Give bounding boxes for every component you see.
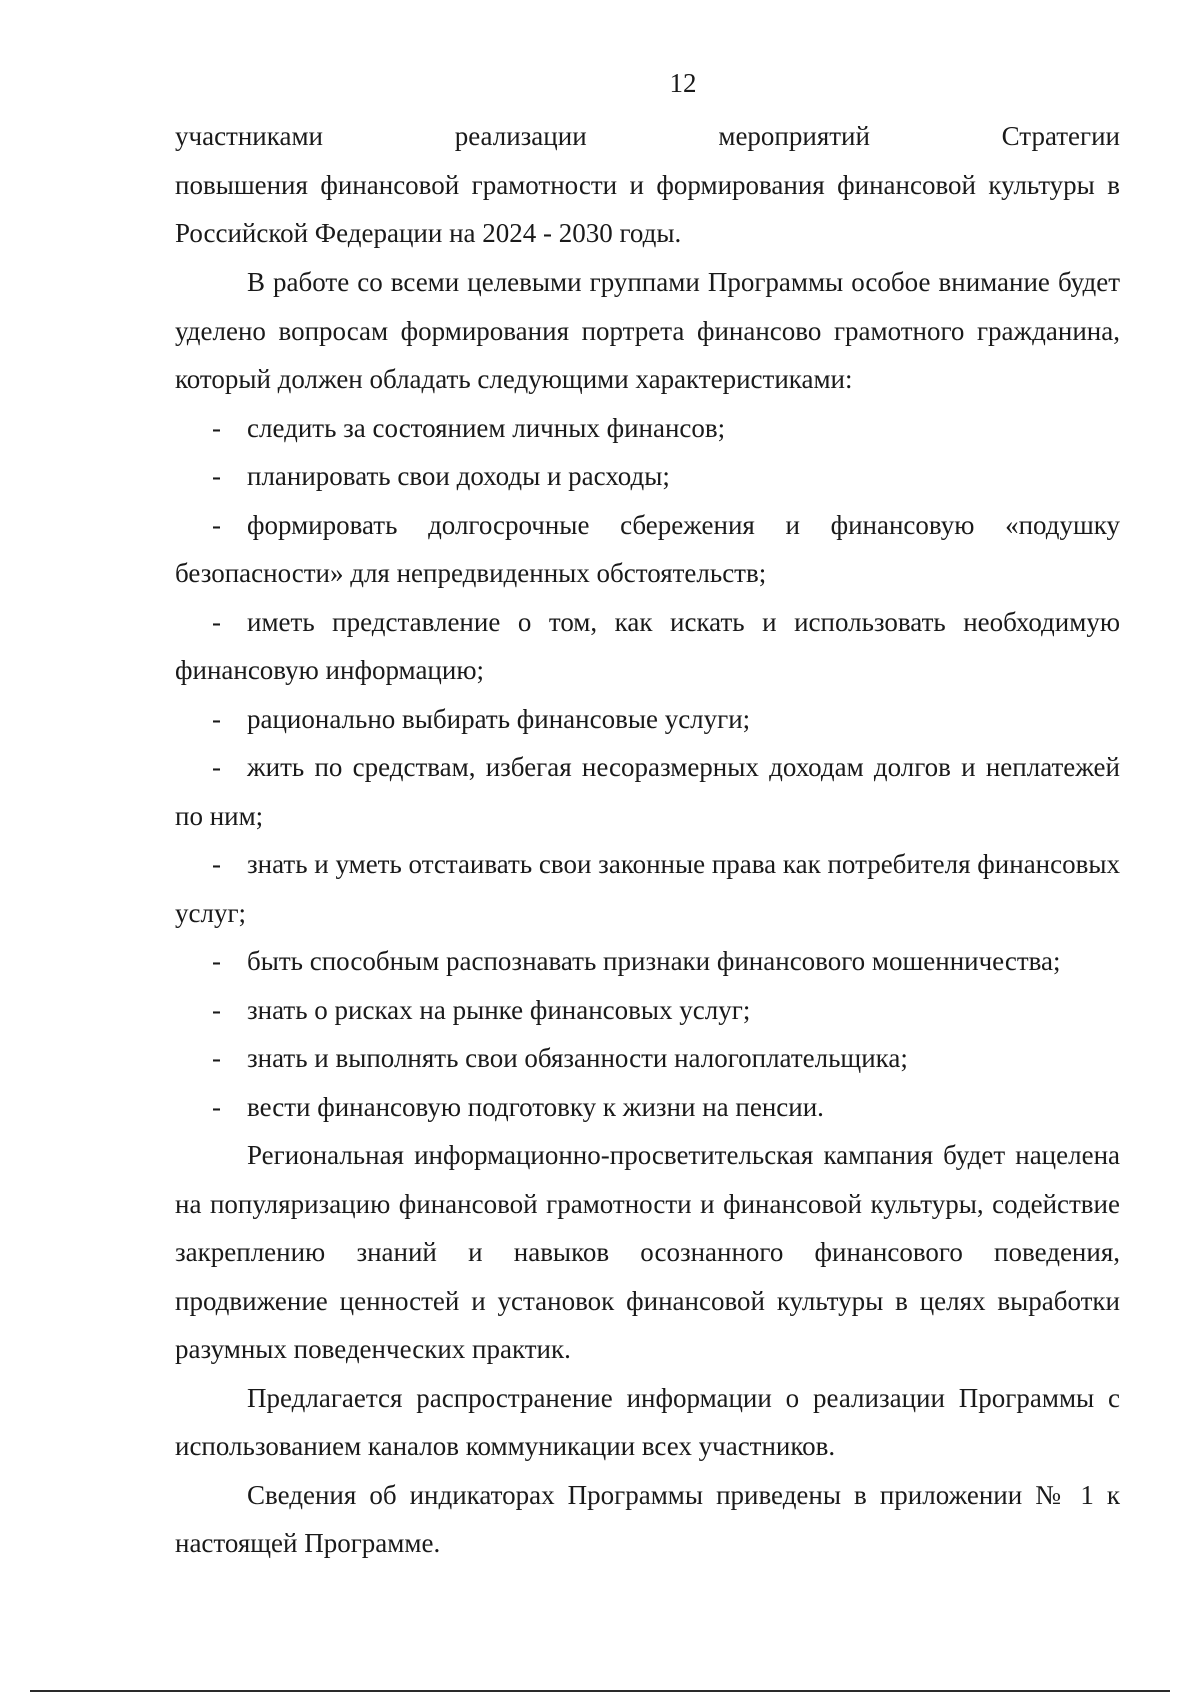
list-item-text: формировать долгосрочные сбережения и финансовую «подушку безопасности» для непредвиденных обстоятельств; (175, 509, 1120, 588)
dash-marker: - (212, 946, 221, 976)
list-item (175, 404, 1120, 453)
list-item-text: планировать свои доходы и расходы; (247, 461, 670, 491)
intro-word: мероприятий (718, 121, 870, 151)
intro-word: участниками (175, 121, 323, 151)
characteristics-list (175, 404, 1120, 1132)
dash-marker: - (212, 752, 221, 782)
footer-divider (30, 1690, 1170, 1692)
dash-marker: - (212, 461, 221, 491)
intro-paragraph-rest: повышения финансовой грамотности и формирования финансовой культуры в Российской Федерации на 2024 - 2030 годы. (175, 169, 1120, 248)
list-item (175, 501, 1120, 598)
dash-marker: - (212, 606, 221, 637)
list-item (175, 840, 1120, 937)
page-number: 12 (669, 68, 697, 98)
list-item (175, 1083, 1120, 1132)
list-item-text: знать и уметь отстаивать свои законные права как потребителя финансовых услуг; (175, 849, 1120, 928)
document-body (175, 112, 1120, 1568)
list-item (175, 743, 1120, 840)
list-item-text: жить по средствам, избегая несоразмерных доходам долгов и неплатежей по ним; (175, 752, 1120, 831)
list-item-text: знать о рисках на рынке финансовых услуг; (247, 994, 751, 1025)
list-item (175, 1034, 1120, 1083)
dash-marker: - (212, 1091, 221, 1122)
dash-marker: - (212, 509, 221, 540)
list-item-text: рационально выбирать финансовые услуги; (247, 703, 751, 734)
intro-first-line (175, 112, 1120, 161)
dash-marker: - (212, 849, 221, 879)
list-item-text: следить за состоянием личных финансов; (247, 412, 726, 443)
dissemination-paragraph: Предлагается распространение информации о реализации Программы с использованием каналов коммуникации всех участников. (175, 1382, 1120, 1461)
dash-marker: - (212, 1043, 221, 1073)
dash-marker: - (212, 994, 221, 1025)
dash-marker: - (212, 412, 221, 443)
list-item (175, 452, 1120, 501)
list-item-text: вести финансовую подготовку к жизни на пенсии. (247, 1091, 824, 1122)
indicators-paragraph: Сведения об индикаторах Программы приведены в приложении № 1 к настоящей Программе. (175, 1479, 1120, 1558)
dash-marker: - (212, 703, 221, 734)
campaign-paragraph: Региональная информационно-просветительская кампания будет нацелена на популяризацию финансовой грамотности и финансовой культуры, содействие закреплению знаний и навыков осознанного финансового поведения, продвижение ценностей и установок финансовой культуры в целях выработки разумных поведенческих практик. (175, 1140, 1120, 1364)
list-item (175, 937, 1120, 986)
intro-word: Стратегии (1001, 121, 1120, 151)
list-item-text: быть способным распознавать признаки финансового мошенничества; (247, 946, 1061, 976)
list-item (175, 695, 1120, 744)
portrait-paragraph: В работе со всеми целевыми группами Программы особое внимание будет уделено вопросам формирования портрета финансово грамотного гражданина, который должен обладать следующими характеристиками: (175, 267, 1120, 394)
intro-word: реализации (454, 121, 587, 151)
list-item (175, 598, 1120, 695)
list-item-text: иметь представление о том, как искать и использовать необходимую финансовую информацию; (175, 606, 1120, 685)
list-item-text: знать и выполнять свои обязанности налогоплательщика; (247, 1043, 908, 1073)
list-item (175, 986, 1120, 1035)
